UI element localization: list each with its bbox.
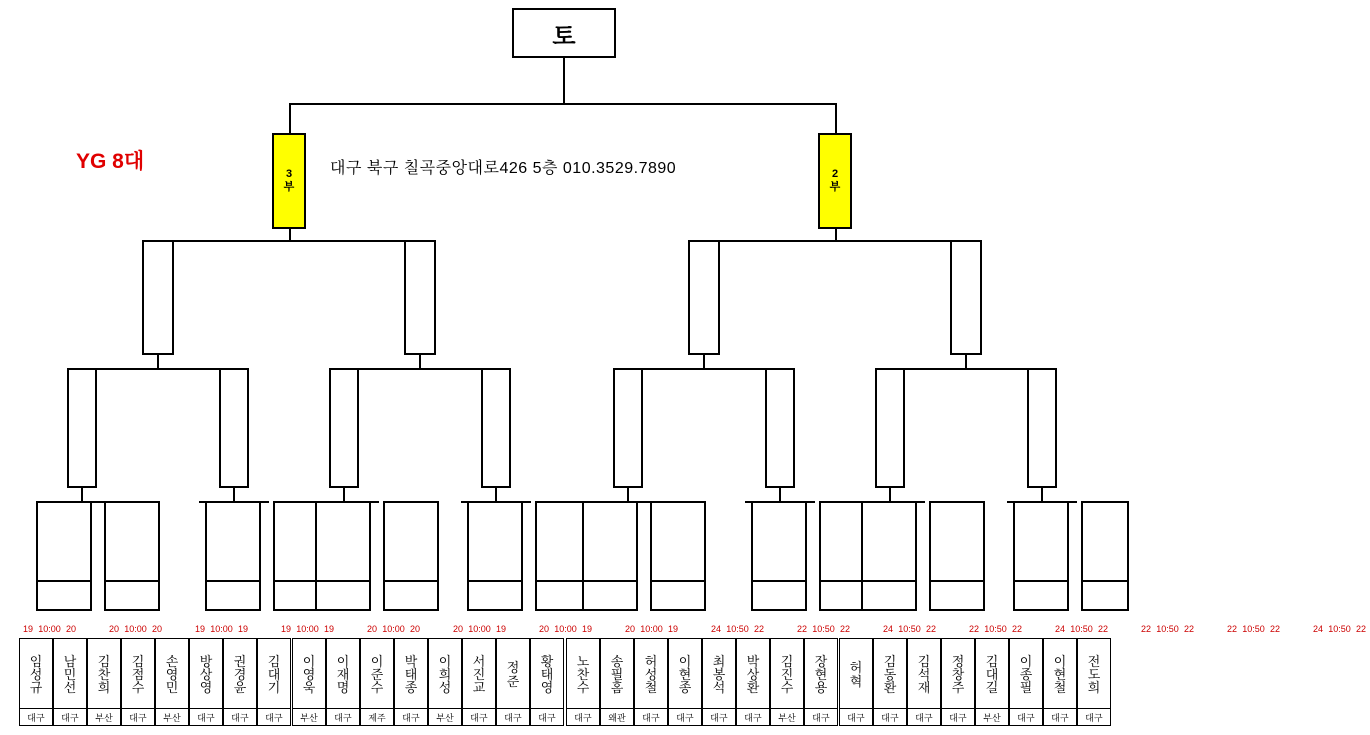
player-region: 대구 [258, 708, 290, 725]
player-name: 이 재 명 [336, 653, 350, 696]
player-name: 장 현 용 [814, 653, 828, 696]
player-name: 김 진 수 [780, 653, 794, 696]
player-name: 남 민 선 [63, 653, 77, 696]
player-name: 허 혁 [849, 660, 863, 689]
match-time: 10:00 [124, 624, 147, 634]
player-name: 정 창 주 [951, 653, 965, 696]
match-number: 19 [667, 624, 678, 634]
player-card[interactable] [702, 638, 736, 726]
player-card[interactable] [634, 638, 668, 726]
connector [703, 355, 705, 369]
seed-box-left [272, 133, 306, 229]
match-time: 10:50 [984, 624, 1007, 634]
player-card[interactable] [19, 638, 53, 726]
player-card[interactable] [394, 638, 428, 726]
match-box-r32 [861, 501, 917, 611]
player-name: 김 석 재 [917, 653, 931, 696]
match-box-r16 [765, 368, 795, 488]
match-divider [650, 580, 706, 582]
match-number: 22 [1183, 624, 1194, 634]
player-region: 대구 [224, 708, 256, 725]
player-region: 대구 [737, 708, 769, 725]
player-name: 최 봉 석 [712, 653, 726, 696]
match-time: 10:50 [812, 624, 835, 634]
player-card[interactable] [975, 638, 1009, 726]
player-region: 대구 [1078, 708, 1110, 725]
match-box-qf [950, 240, 982, 355]
player-name: 박 태 종 [404, 653, 418, 696]
match-time: 10:50 [726, 624, 749, 634]
match-number: 19 [237, 624, 248, 634]
connector [289, 103, 291, 133]
match-number: 22 [839, 624, 850, 634]
match-divider [861, 580, 917, 582]
match-time: 10:50 [898, 624, 921, 634]
player-card[interactable] [496, 638, 530, 726]
match-time: 10:50 [1242, 624, 1265, 634]
match-box-r32 [1013, 501, 1069, 611]
match-number: 20 [624, 624, 635, 634]
player-card[interactable] [326, 638, 360, 726]
match-box-r32 [929, 501, 985, 611]
player-region: 대구 [122, 708, 154, 725]
player-card[interactable] [87, 638, 121, 726]
match-number: 20 [452, 624, 463, 634]
match-number: 22 [925, 624, 936, 634]
seed-left-number: 3 [285, 168, 293, 181]
connector [563, 58, 565, 104]
player-name: 권 경 윤 [233, 653, 247, 696]
match-box-r16 [329, 368, 359, 488]
player-name: 이 종 필 [1019, 653, 1033, 696]
seed-right-number: 2 [831, 168, 839, 181]
match-time: 10:00 [210, 624, 233, 634]
match-divider [315, 580, 371, 582]
match-divider [1013, 580, 1069, 582]
player-name: 서 진 교 [472, 653, 486, 696]
match-divider [751, 580, 807, 582]
player-region: 부산 [771, 708, 803, 725]
yg-label: YG 8대 [76, 150, 145, 173]
match-times-row [0, 622, 1366, 636]
connector [965, 355, 967, 369]
match-number: 22 [1140, 624, 1151, 634]
player-name: 김 동 환 [883, 653, 897, 696]
player-region: 대구 [942, 708, 974, 725]
player-name: 이 현 철 [1053, 653, 1067, 696]
player-region: 대구 [463, 708, 495, 725]
player-region: 대구 [20, 708, 52, 725]
player-region: 부산 [429, 708, 461, 725]
connector [158, 240, 420, 242]
player-name: 김 점 수 [131, 653, 145, 696]
player-card[interactable] [530, 638, 564, 726]
player-card[interactable] [121, 638, 155, 726]
player-region: 대구 [567, 708, 599, 725]
player-card[interactable] [600, 638, 634, 726]
player-name: 이 준 수 [370, 653, 384, 696]
player-card[interactable] [566, 638, 600, 726]
match-divider [1081, 580, 1129, 582]
player-name: 박 상 환 [746, 653, 760, 696]
match-number: 22 [753, 624, 764, 634]
match-number: 19 [323, 624, 334, 634]
match-number: 19 [280, 624, 291, 634]
player-region: 부산 [88, 708, 120, 725]
match-time: 10:00 [468, 624, 491, 634]
player-name: 송 필 홈 [610, 653, 624, 696]
player-name: 이 희 성 [438, 653, 452, 696]
match-box-qf [404, 240, 436, 355]
match-box-r16 [481, 368, 511, 488]
player-card[interactable] [53, 638, 87, 726]
player-card[interactable] [155, 638, 189, 726]
player-card[interactable] [941, 638, 975, 726]
player-region: 부산 [293, 708, 325, 725]
match-divider [467, 580, 523, 582]
match-number: 20 [409, 624, 420, 634]
connector [1041, 488, 1043, 502]
player-region: 대구 [874, 708, 906, 725]
match-number: 19 [194, 624, 205, 634]
connector [82, 368, 234, 370]
player-card[interactable] [428, 638, 462, 726]
match-number: 22 [1226, 624, 1237, 634]
match-number: 24 [710, 624, 721, 634]
player-card[interactable] [189, 638, 223, 726]
match-box-r32 [104, 501, 160, 611]
player-card[interactable] [360, 638, 394, 726]
venue-caption: 대구 북구 칠곡중앙대로426 5층 010.3529.7890 [330, 160, 677, 177]
seed-right-text: 부 [829, 181, 841, 193]
match-time: 10:50 [1070, 624, 1093, 634]
match-box-r32 [650, 501, 706, 611]
match-box-r32 [36, 501, 92, 611]
match-number: 22 [796, 624, 807, 634]
match-number: 20 [108, 624, 119, 634]
match-divider [383, 580, 439, 582]
match-box-qf [142, 240, 174, 355]
player-region: 대구 [190, 708, 222, 725]
seed-box-right [818, 133, 852, 229]
match-number: 22 [1097, 624, 1108, 634]
match-time: 10:50 [1156, 624, 1179, 634]
match-number: 20 [538, 624, 549, 634]
player-card[interactable] [1043, 638, 1077, 726]
match-box-qf [688, 240, 720, 355]
match-box-r32 [582, 501, 638, 611]
player-region: 대구 [635, 708, 667, 725]
match-number: 24 [1312, 624, 1323, 634]
player-region: 대구 [908, 708, 940, 725]
match-time: 10:00 [38, 624, 61, 634]
match-box-r16 [613, 368, 643, 488]
player-name: 허 성 철 [644, 653, 658, 696]
connector [890, 368, 1042, 370]
match-box-r16 [1027, 368, 1057, 488]
player-name: 노 찬 수 [576, 653, 590, 696]
match-number: 19 [22, 624, 33, 634]
match-number: 24 [882, 624, 893, 634]
player-region: 제주 [361, 708, 393, 725]
player-name: 이 현 종 [678, 653, 692, 696]
match-time: 10:50 [1328, 624, 1351, 634]
player-name: 황 태 영 [540, 653, 554, 696]
connector [289, 103, 837, 105]
player-card[interactable] [804, 638, 838, 726]
match-box-r32 [383, 501, 439, 611]
match-divider [104, 580, 160, 582]
connector [704, 240, 966, 242]
player-card[interactable] [257, 638, 291, 726]
player-region: 대구 [1044, 708, 1076, 725]
match-divider [36, 580, 92, 582]
connector [495, 488, 497, 502]
connector [628, 368, 780, 370]
connector [343, 488, 345, 502]
match-number: 20 [151, 624, 162, 634]
match-box-r32 [205, 501, 261, 611]
match-number: 24 [1054, 624, 1065, 634]
player-card[interactable] [668, 638, 702, 726]
connector [835, 103, 837, 133]
match-number: 19 [495, 624, 506, 634]
player-card[interactable] [1077, 638, 1111, 726]
match-box-r32 [467, 501, 523, 611]
player-name: 김 대 기 [267, 653, 281, 696]
player-region: 대구 [840, 708, 872, 725]
player-card[interactable] [770, 638, 804, 726]
player-card[interactable] [907, 638, 941, 726]
match-time: 10:00 [640, 624, 663, 634]
match-box-r16 [875, 368, 905, 488]
player-region: 대구 [703, 708, 735, 725]
player-region: 대구 [497, 708, 529, 725]
player-name: 김 찬 희 [97, 653, 111, 696]
match-number: 22 [1011, 624, 1022, 634]
match-box-r32 [751, 501, 807, 611]
player-region: 왜관 [601, 708, 633, 725]
match-time: 10:00 [554, 624, 577, 634]
player-region: 부산 [156, 708, 188, 725]
match-divider [582, 580, 638, 582]
match-number: 19 [581, 624, 592, 634]
player-region: 대구 [531, 708, 563, 725]
connector [779, 488, 781, 502]
player-region: 부산 [976, 708, 1008, 725]
match-number: 22 [968, 624, 979, 634]
connector [81, 488, 83, 502]
match-box-r16 [67, 368, 97, 488]
match-divider [929, 580, 985, 582]
connector [157, 355, 159, 369]
player-name: 방 상 영 [199, 653, 213, 696]
connector [419, 355, 421, 369]
player-card[interactable] [873, 638, 907, 726]
player-card[interactable] [1009, 638, 1043, 726]
match-box-r32 [1081, 501, 1129, 611]
player-region: 대구 [1010, 708, 1042, 725]
match-box-r16 [219, 368, 249, 488]
player-name: 손 영 민 [165, 653, 179, 696]
player-name: 김 대 길 [985, 653, 999, 696]
match-time: 10:00 [296, 624, 319, 634]
match-number: 22 [1269, 624, 1280, 634]
player-name: 이 영 욱 [302, 653, 316, 696]
player-card[interactable] [736, 638, 770, 726]
match-number: 22 [1355, 624, 1366, 634]
player-card[interactable] [839, 638, 873, 726]
match-number: 20 [65, 624, 76, 634]
champion-box: 토 [512, 8, 616, 58]
player-region: 대구 [327, 708, 359, 725]
player-card[interactable] [462, 638, 496, 726]
player-region: 대구 [805, 708, 837, 725]
player-name: 임 성 규 [29, 653, 43, 696]
match-time: 10:00 [382, 624, 405, 634]
player-region: 대구 [54, 708, 86, 725]
connector [627, 488, 629, 502]
connector [344, 368, 496, 370]
player-name: 전 도 희 [1087, 653, 1101, 696]
match-box-r32 [315, 501, 371, 611]
connector [889, 488, 891, 502]
player-name: 정 준 [506, 660, 520, 689]
player-card[interactable] [223, 638, 257, 726]
player-card[interactable] [292, 638, 326, 726]
player-region: 대구 [395, 708, 427, 725]
player-region: 대구 [669, 708, 701, 725]
match-number: 20 [366, 624, 377, 634]
seed-left-text: 부 [283, 181, 295, 193]
match-divider [205, 580, 261, 582]
connector [233, 488, 235, 502]
